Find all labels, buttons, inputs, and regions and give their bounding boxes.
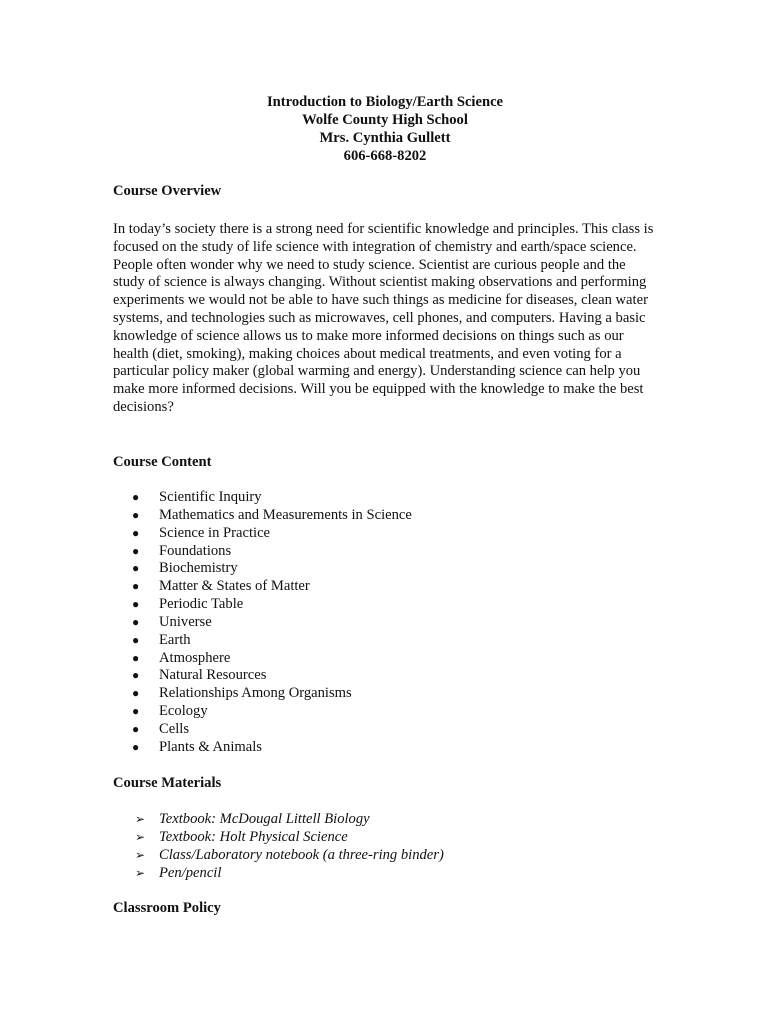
course-content-list [113,489,412,757]
bullet-dot-icon: ● [132,561,140,576]
list-item: ● Mathematics and Measurements in Science [132,506,412,523]
course-materials-list [113,810,444,882]
bullet-dot-icon: ● [132,614,140,629]
bullet-dot-icon: ● [132,597,140,612]
teacher-name: Mrs. Cynthia Gullett [319,130,451,146]
course-content-heading: Course Content [113,454,212,470]
classroom-policy-heading: Classroom Policy [113,900,221,916]
course-title: Introduction to Biology/Earth Science [266,94,504,110]
arrowhead-bullet-icon: ➢ [135,848,146,862]
list-item: ➢ Class/Laboratory notebook (a three-ring binder) [135,847,444,863]
bullet-dot-icon: ● [132,721,140,736]
list-item: ● Matter & States of Matter [132,578,310,595]
bullet-dot-icon: ● [132,650,140,665]
list-item: ➢ Pen/pencil [135,865,222,881]
document-header [0,93,770,165]
course-materials-heading: Course Materials [113,775,222,791]
bullet-dot-icon: ● [132,543,140,558]
phone-number: 606-668-8202 [343,148,427,164]
bullet-dot-icon: ● [132,507,140,522]
bullet-dot-icon: ● [132,579,140,594]
list-item: ● Cells [132,720,189,737]
list-item: ➢ Textbook: Holt Physical Science [135,829,348,845]
bullet-dot-icon: ● [132,490,140,504]
list-item: ● Atmosphere [132,649,231,666]
bullet-dot-icon: ● [132,704,140,719]
list-item: ● Biochemistry [132,560,238,577]
list-item: ● Natural Resources [132,667,267,684]
bullet-dot-icon: ● [132,739,140,754]
list-item: ● Earth [132,631,191,648]
list-item: ● Universe [132,613,212,630]
bullet-dot-icon: ● [132,668,140,683]
list-item: ● Ecology [132,703,208,720]
school-name: Wolfe County High School [302,112,468,128]
bullet-dot-icon: ● [132,525,140,540]
bullet-dot-icon: ● [132,632,140,647]
list-item: ➢ Textbook: McDougal Littell Biology [135,811,370,827]
arrowhead-bullet-icon: ➢ [135,866,146,880]
list-item: ● Relationships Among Organisms [132,685,352,702]
list-item: ● Foundations [132,542,232,559]
list-item: ● Plants & Animals [132,738,262,755]
bullet-dot-icon: ● [132,686,140,701]
course-overview-text: In today’s society there is a strong need for scientific knowledge and principles. This class is focused on the study of life science with integration of chemistry and earth/space science. People often wonder why we need to study science. Scientist are curious people and the study of science is always changing. Without scientist making observations and performing experiments we would not be able to have such things as medicine for diseases, clean water systems, and technologies such as microwaves, cell phones, and computers. Having a basic knowledge of science allows us to make more informed decisions on things such as our health (diet, smoking), making choices about medical treatments, and even voting for a particular policy maker (global warming and energy). Understanding science can help you make more informed decisions. Will you be equipped with the knowledge to make the best decisions? [113,221,654,415]
course-overview-heading: Course Overview [113,183,222,199]
arrowhead-bullet-icon: ➢ [135,830,146,844]
list-item: ● Periodic Table [132,596,244,613]
arrowhead-bullet-icon: ➢ [135,812,146,826]
list-item: ● Science in Practice [132,524,271,541]
list-item: ● Scientific Inquiry [132,489,262,505]
